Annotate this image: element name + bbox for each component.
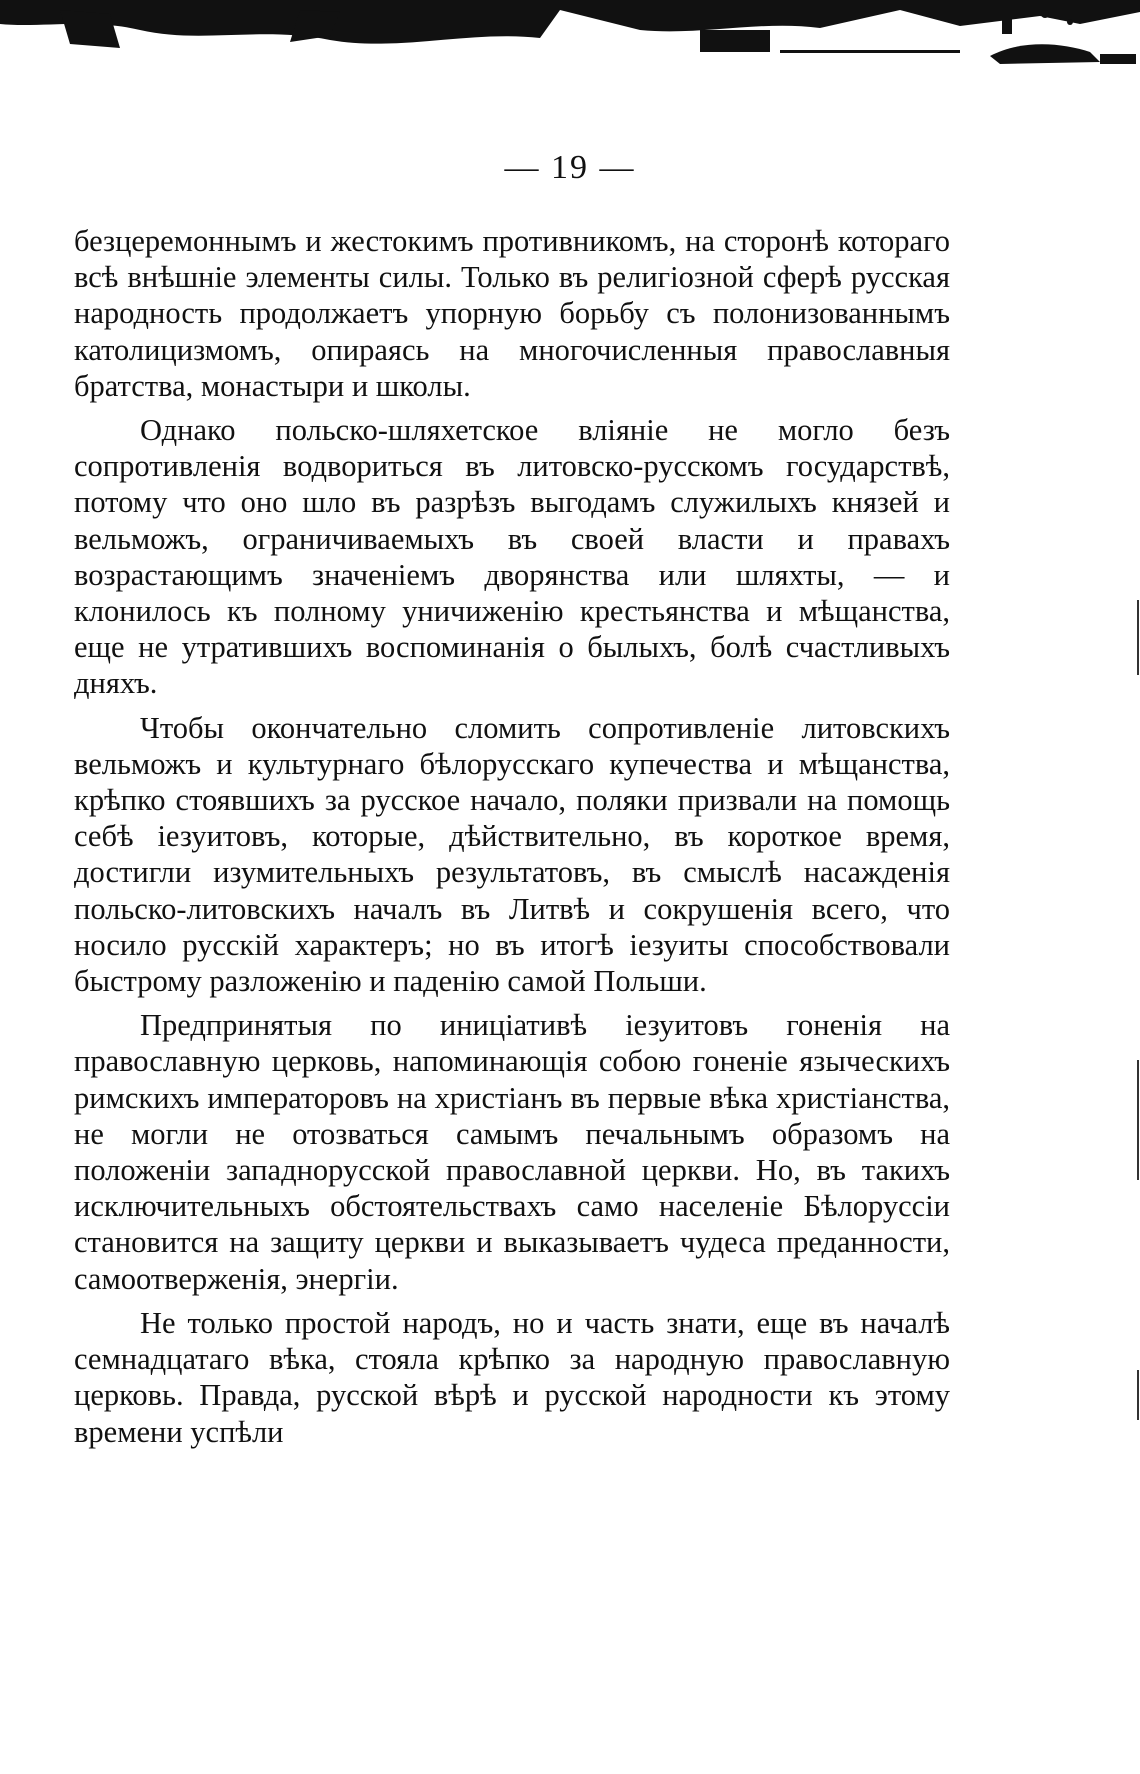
paragraph-2: Однако польско-шляхетское вліяніе не могло безъ сопротивленія водвориться въ литовско-русскомъ государствѣ, потому что оно шло въ разрѣзъ выгодамъ служилыхъ князей и вельможъ, ограничиваемыхъ въ своей власти и правахъ возрастающимъ значеніемъ дворянства или шляхты, — и клонилось къ полному уничиженію крестьянства и мѣщанства, еще не утратившихъ воспоминанія о былыхъ, болѣ счастливыхъ дняхъ. [74, 413, 950, 701]
page-number: — 19 — [504, 149, 636, 186]
paragraph-5: Не только простой народъ, но и часть знати, еще въ началѣ семнадцатаго вѣка, стояла крѣпко за народную православную церковь. Правда, русской вѣрѣ и русской народности къ этому времени успѣли [74, 1305, 950, 1449]
paragraph-4: Предпринятыя по иниціативѣ іезуитовъ гоненія на православную церковь, напоминающія собою гоненіе языческихъ римскихъ императоровъ на христіанъ въ первые вѣка христіанства, не могли не отозваться самымъ печальнымъ образомъ на положеніи западнорусской православной церкви. Но, въ такихъ исключительныхъ обстоятельствахъ само населеніе Бѣлоруссіи становится на защиту церкви и выказываетъ чудеса преданности, самоотверженія, энергіи. [74, 1008, 950, 1296]
paragraph-3: Чтобы окончательно сломить сопротивленіе литовскихъ вельможъ и культурнаго бѣлорусскаго купечества и мѣщанства, крѣпко стоявшихъ за русское начало, поляки призвали на помощь себѣ іезуитовъ, которые, дѣйствительно, въ короткое время, достигли изумительныхъ результатовъ, въ смыслѣ насажденія польско-литовскихъ началъ въ Литвѣ и сокрушенія всего, что носило русскій характеръ; но въ итогѣ іезуиты способствовали быстрому разложенію и паденію самой Польши. [74, 710, 950, 999]
scan-edge-smudge [0, 0, 1140, 80]
body-text [74, 223, 950, 1450]
paragraph-1: безцеремоннымъ и жестокимъ противникомъ, на сторонѣ котораго всѣ внѣшніе элементы силы. Только въ религіозной сферѣ русская народность продолжаетъ упорную борьбу съ полонизованнымъ католицизмомъ, опираясь на многочисленныя православныя братства, монастыри и школы. [74, 224, 950, 403]
scan-right-edge-marks [1128, 0, 1140, 1774]
